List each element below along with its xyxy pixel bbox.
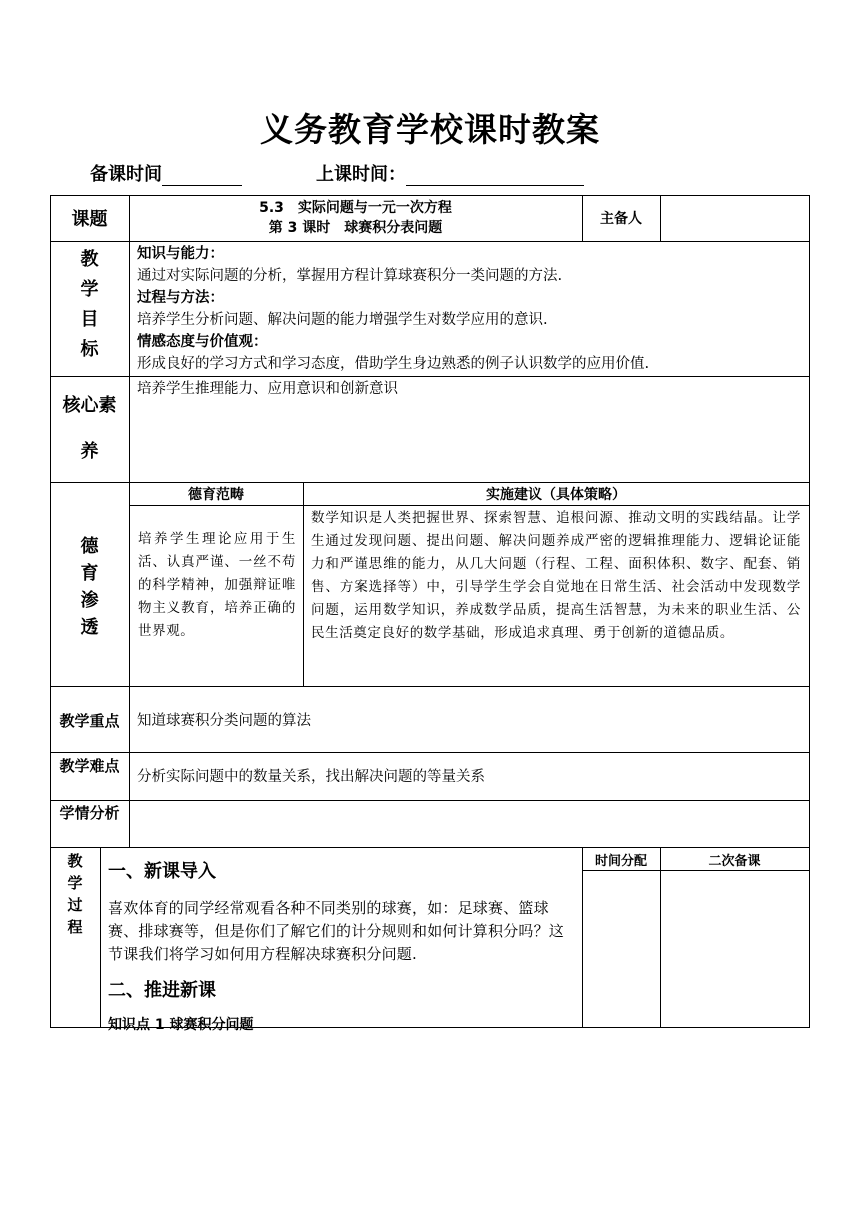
- moral-scope-text: 培养学生理论应用于生活、认真严谨、一丝不苟的科学精神，加强辩证唯物主义教育，培养正确的世界观。: [138, 531, 296, 639]
- preparer-label: 主备人: [600, 211, 642, 227]
- section-intro-text: 喜欢体育的同学经常观看各种不同类别的球赛，如：足球赛、篮球赛、排球赛等，但是你们了解它们的计分规则和如何计算积分吗？这节课我们将学习如何用方程解决球赛积分问题.: [108, 899, 565, 963]
- moral-education-label: 德 育 渗 透: [80, 536, 99, 638]
- topic-line-2: 第 3 课时 球赛积分表问题: [268, 220, 443, 236]
- topic-line-1: 5.3 实际问题与一元一次方程: [259, 200, 452, 216]
- second-prep-header: 二次备课: [708, 854, 761, 869]
- core-literacy-label: 核心素 养: [62, 395, 117, 462]
- page-title: 义务教育学校课时教案: [260, 110, 600, 149]
- process-content: [108, 857, 578, 1034]
- section-new-lesson-title: 二、推进新课: [108, 980, 216, 1001]
- time-allocation-header: 时间分配: [594, 854, 647, 869]
- objective-heading-attitude: 情感态度与价值观：: [137, 334, 268, 350]
- key-point-label: 教学重点: [59, 712, 120, 730]
- topic-title: [129, 198, 582, 238]
- class-time-blank[interactable]: [406, 165, 584, 186]
- objectives-content: [137, 243, 805, 375]
- prep-time-label: 备课时间: [90, 164, 162, 185]
- objectives-label: 教 学 目 标: [80, 249, 99, 360]
- objective-heading-knowledge: 知识与能力：: [137, 246, 224, 262]
- class-time-field: [316, 160, 584, 186]
- prep-time-field: [90, 160, 242, 186]
- core-literacy-text: 培养学生推理能力、应用意识和创新意识: [137, 381, 398, 397]
- difficulty-label: 教学难点: [59, 757, 120, 775]
- section-intro-title: 一、新课导入: [108, 861, 216, 882]
- key-point-text: 知道球赛积分类问题的算法: [137, 713, 311, 729]
- knowledge-point-1: 知识点 1 球赛积分问题: [108, 1017, 254, 1033]
- objective-text-knowledge: 通过对实际问题的分析，掌握用方程计算球赛积分一类问题的方法.: [137, 268, 563, 284]
- process-label: 教 学 过 程: [67, 852, 83, 936]
- objective-heading-process: 过程与方法：: [137, 290, 224, 306]
- topic-label: 课题: [71, 209, 108, 230]
- moral-scope-header: 德育范畴: [188, 487, 244, 503]
- moral-strategy-header: 实施建议（具体策略）: [486, 487, 626, 503]
- difficulty-text: 分析实际问题中的数量关系，找出解决问题的等量关系: [137, 769, 485, 785]
- preparer-value[interactable]: [661, 196, 809, 241]
- prep-time-blank[interactable]: [162, 165, 242, 186]
- class-time-label: 上课时间：: [316, 164, 406, 185]
- student-analysis-label: 学情分析: [59, 804, 120, 822]
- objective-text-process: 培养学生分析问题、解决问题的能力增强学生对数学应用的意识.: [137, 312, 548, 328]
- moral-strategy-text: 数学知识是人类把握世界、探索智慧、追根问源、推动文明的实践结晶。让学生通过发现问题、提出问题、解决问题养成严密的逻辑推理能力、逻辑论证能力和严谨思维的能力，从几大问题（行程、工程、面积体积、数字、配套、销售、方案选择等）中，引导学生学会自觉地在日常生活、社会活动中发现数学问题，运用数学知识，养成数学品质，提高生活智慧，为未来的职业生活、公民生活奠定良好的数学基础，形成追求真理、勇于创新的道德品质。: [311, 510, 801, 641]
- objective-text-attitude: 形成良好的学习方式和学习态度，借助学生身边熟悉的例子认识数学的应用价值.: [137, 356, 650, 372]
